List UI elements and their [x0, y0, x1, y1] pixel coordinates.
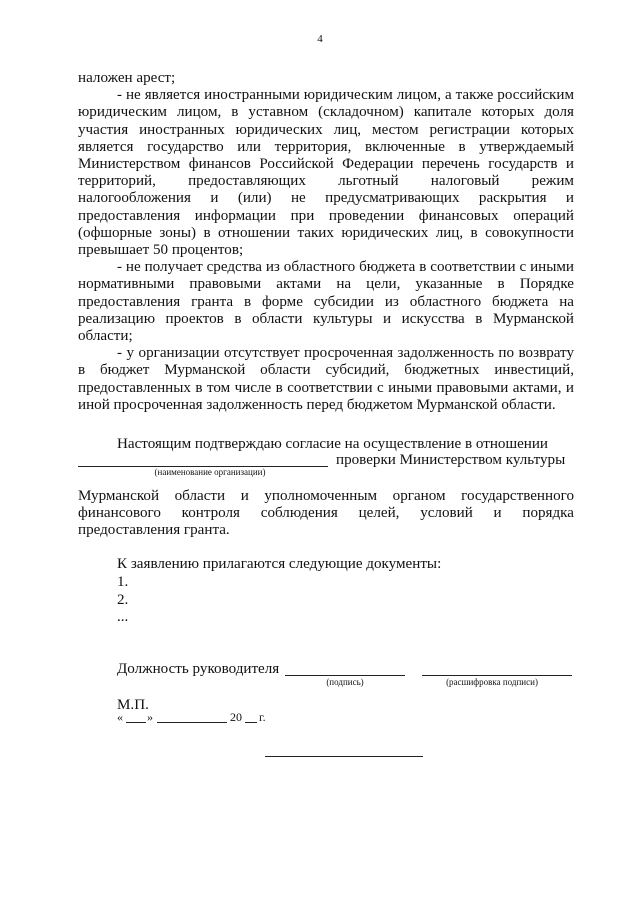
consent-line2-tail: проверки Министерством культуры: [336, 452, 566, 468]
consent-continuation: Мурманской области и уполномоченным органом государственного финансового контроля соблюдения целей, условий и порядка предоставления гранта.: [78, 488, 574, 539]
date-month-line: [157, 722, 227, 723]
closing-rule: [265, 756, 423, 757]
attachment-item-1: 1.: [117, 574, 129, 590]
document-body: [78, 70, 574, 414]
signature-caption: (подпись): [326, 677, 364, 687]
attachments-intro: К заявлению прилагаются следующие документы:: [117, 556, 442, 572]
date-day-line: [126, 722, 146, 723]
signature-decode-caption: (расшифровка подписи): [446, 677, 538, 687]
attachment-item-ellipsis: ...: [117, 609, 129, 625]
org-name-caption: (наименование организации): [154, 467, 266, 477]
consent-line1: Настоящим подтверждаю согласие на осуществление в отношении: [117, 436, 549, 452]
consent-block: [78, 436, 574, 453]
paragraph-foreign-entity: - не является иностранными юридическим лицом, а также российским юридическим лицом, в уставном (складочном) капитале которых доля участия иностранных юридических лиц, местом регистрации которых является государство или территория, включенные в утверждаемый Министерством финансов Российской Федерации перечень государств и территорий, предоставляющих льготный налоговый режим налогообложения и (или) не предусматривающих раскрытия и предоставления информации при проведении финансовых операций (офшорные зоны) в отношении таких юридических лиц, в совокупности превышает 50 процентов;: [78, 87, 574, 259]
paragraph-regional-budget: - не получает средства из областного бюджета в соответствии с иными нормативными правовыми актами на цели, указанные в Порядке предоставления гранта в форме субсидии из областного бюджета на реализацию проектов в области культуры и искусства в Мурманской области;: [78, 259, 574, 345]
date-year-suffix: г.: [259, 710, 266, 724]
date-year-prefix: 20: [230, 710, 242, 724]
paragraph-debt: - у организации отсутствует просроченная задолженность по возврату в бюджет Мурманской области субсидий, бюджетных инвестиций, предоставленных в том числе в соответствии с иными правовыми актами, и иной просроченная задолженность перед бюджетом Мурманской области.: [78, 345, 574, 413]
consent-continuation-block: [78, 488, 574, 540]
signature-line: [285, 675, 405, 676]
date-open-quote: «: [117, 710, 123, 724]
attachment-item-2: 2.: [117, 592, 129, 608]
signature-decode-line: [422, 675, 572, 676]
page-number: 4: [317, 33, 323, 45]
paragraph-arrest: наложен арест;: [78, 70, 176, 86]
stamp-mp: М.П.: [117, 697, 149, 713]
date-close-quote: »: [147, 710, 153, 724]
date-year-line: [245, 722, 257, 723]
signature-label: Должность руководителя: [117, 661, 280, 677]
